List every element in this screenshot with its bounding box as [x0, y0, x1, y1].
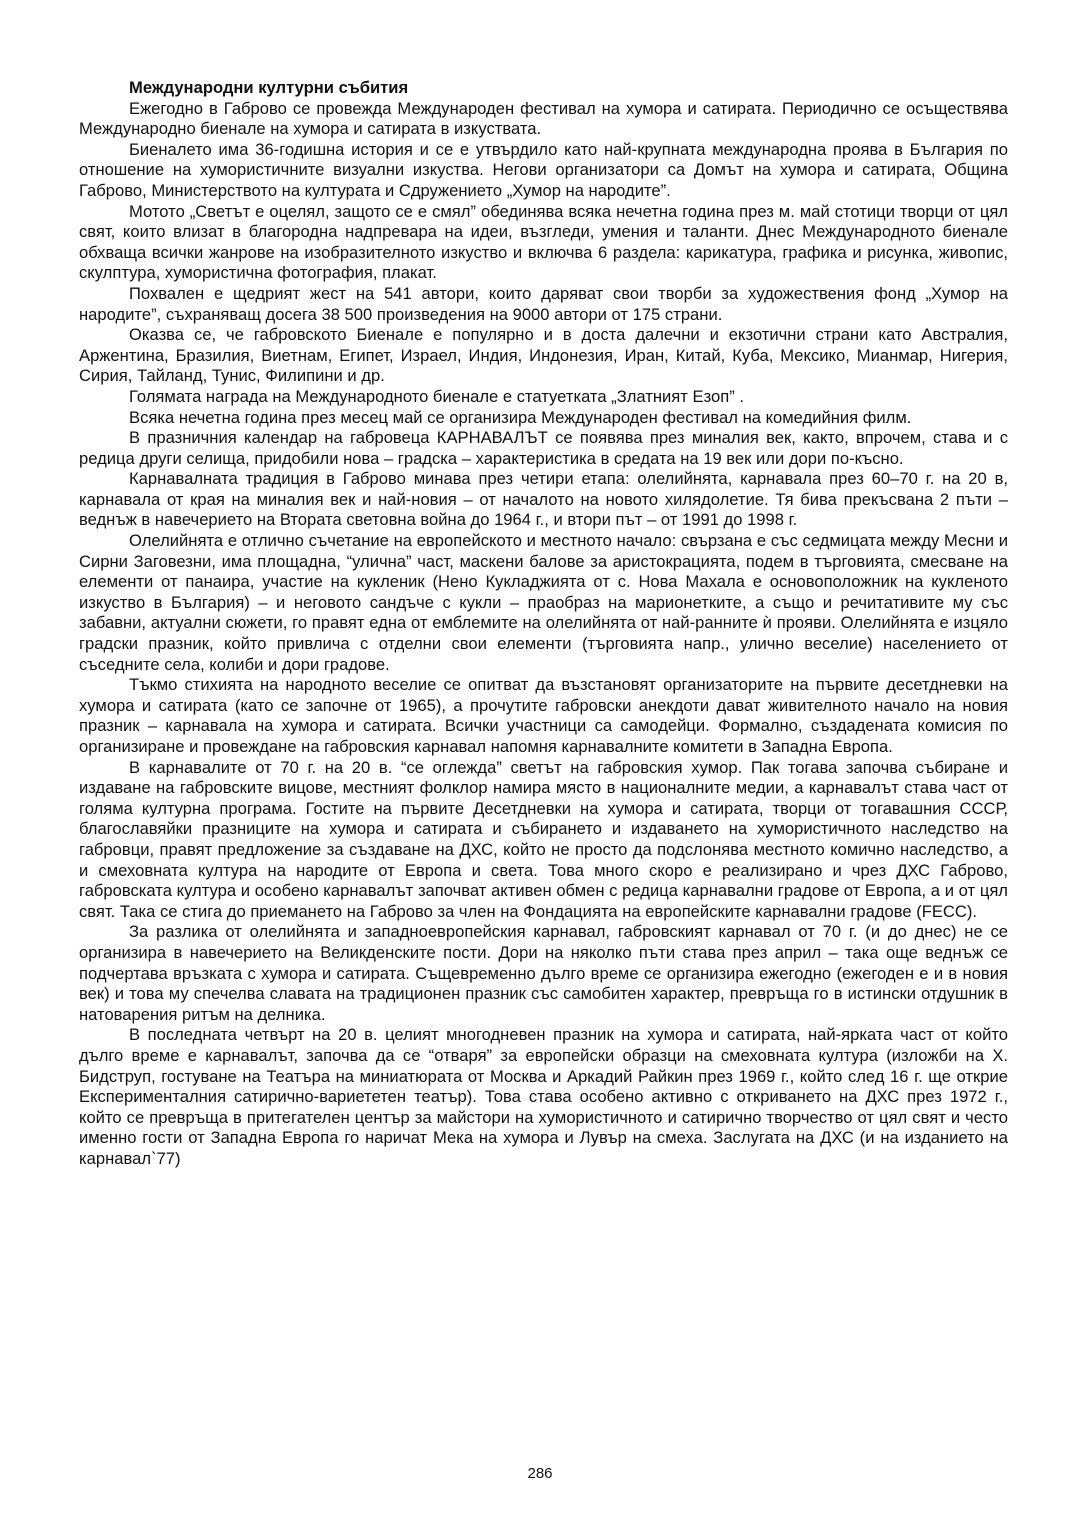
paragraph-carnival-stages: Карнавалната традиция в Габрово минава през четири етапа: олелийнята, карнавала през 60–70 г. на 20 в, карнавала от края на миналия век и най-новия – от началото на новото хилядолетие. Тя бива прекъсвана 2 пъти – веднъж в навечерието на Втората световна война до 1964 г., и втори път – от 1991 до 1998 г.	[79, 469, 1008, 530]
paragraph-folk-festivity: Тъкмо стихията на народното веселие се опитват да възстановят организаторите на първите десетдневки на хумора и сатирата (като се започне от 1965), а прочутите габровски анекдоти дават живителното начало на новия празник – карнавала на хумора и сатирата. Всички участници са самодейци. Формално, създадената комисия по организиране и провеждане на габровския карнавал напомня карнавалните комитети в Западна Европа.	[79, 675, 1008, 756]
page-number: 286	[527, 1465, 553, 1482]
paragraph-motto: Мотото „Светът е оцелял, защото се е смял” обединява всяка нечетна година през м. май стотици творци от цял свят, които влизат в благородна надпревара на идеи, възгледи, умения и таланти. Днес Международното биенале обхваща всички жанрове на изобразителното изкуство и включва 6 раздела: карикатура, графика и рисунка, живопис, скулптура, хумористична фотография, плакат.	[79, 201, 1008, 283]
paragraph-donations: Похвален е щедрият жест на 541 автори, които даряват свои творби за художествения фонд „Хумор на народите”, съхраняващ досега 38 500 произведения на 9000 автори от 175 страни.	[79, 283, 1008, 324]
paragraph-grand-prize: Голямата награда на Международното биенале е статуетката „Златният Езоп” .	[129, 386, 744, 406]
paragraph-countries: Оказва се, че габровското Биенале е популярно и в доста далечни и екзотични страни като Австралия, Аржентина, Бразилия, Виетнам, Египет, Израел, Индия, Индонезия, Иран, Китай, Куба, Мексико, Мианмар, Нигерия, Сирия, Тайланд, Тунис, Филипини и др.	[79, 325, 1008, 386]
paragraph-last-quarter: В последната четвърт на 20 в. целият многодневен празник на хумора и сатирата, най-ярката част от който дълго време е карнавалът, започва да се “отваря” за европейски образци на смеховната култура (изложби на Х. Бидструп, гостуване на Театъра на миниатюрата от Москва и Аркадий Райкин през 1969 г., който след 16 г. ще открие Експерименталния сатирично-вариететен театър). Това става особено активно с откриването на ДХС през 1972 г., който се превръща в притегателен център за майстори на хумористичното и сатирично творчество от цял свят и често именно гости от Западна Европа го наричат Мека на хумора и Лувър на смеха. Заслугата на ДХС (и на изданието на карнавал`77)	[79, 1025, 1008, 1168]
paragraph-seventies-carnivals: В карнавалите от 70 г. на 20 в. “се оглежда” светът на габровския хумор. Пак тогава започва събиране и издаване на габровските вицове, местният фолклор намира място в националните медии, а карнавалът става част от голяма културна програма. Гостите на първите Десетдневки на хумора и сатирата, творци от тогавашния СССР, благославяйки празниците на хумора и сатирата и събирането и издаването на хумористичното наследство на габровци, правят предложение за създаване на ДХС, който не просто да подслонява местното комично наследство, а и смеховната култура на народите от Европа и света. Това много скоро е реализирано и чрез ДХС Габрово, габровската култура и особено карнавалът започват активен обмен с редица карнавални градове от Европа, а и от цял свят. Така се стига до приемането на Габрово за член на Фондацията на европейските карнавални градове (FECC).	[79, 757, 1008, 921]
paragraph-biennale-history: Биеналето има 36-годишна история и се е утвърдило като най-крупната международна проява в България по отношение на хумористичните визуални изкуства. Негови организатори са Домът на хумора и сатирата, Община Габрово, Министерството на културата и Сдружението „Хумор на народите”.	[79, 139, 1008, 200]
paragraph-festival: Ежегодно в Габрово се провежда Международен фестивал на хумора и сатирата. Периодично се осъществява Международно биенале на хумора и сатирата в изкуствата.	[79, 98, 1008, 139]
paragraph-comedy-film: Всяка нечетна година през месец май се организира Международен фестивал на комедийния филм.	[129, 407, 912, 427]
document-body	[79, 78, 1008, 1169]
paragraph-carnival-intro: В празничния календар на габровеца КАРНАВАЛЪТ се появява през миналия век, както, впрочем, става и с редица други селища, придобили нова – градска – характеристика в средата на 19 век или дори по-късно.	[79, 428, 1008, 468]
paragraph-olelijnyata: Олелийнята е отлично съчетание на европейското и местното начало: свързана е със седмицата между Месни и Сирни Заговезни, има площадна, “улична” част, маскени балове за аристокрацията, подем в търговията, смесване на елементи от панаира, участие на кукленик (Нено Кукладжията от с. Нова Махала е основоположник на кукленото изкуство в България) – и неговото сандъче с кукли – праобраз на марионетките, а също и речитативите му със забавни, актуални сюжети, го правят една от емблемите на олелийнята от най-ранните ѝ прояви. Олелийнята е изцяло градски празник, който привлича с отделни свои елементи (търговията напр., улично веселие) населението от съседните села, колиби и дори градове.	[79, 531, 1008, 674]
paragraph-differences: За разлика от олелийнята и западноевропейския карнавал, габровският карнавал от 70 г. (и до днес) не се организира в навечерието на Великденските пости. Дори на няколко пъти става през април – така още веднъж се подчертава връзката с хумора и сатирата. Същевременно дълго време се организира ежегодно (ежегоден е и в новия век) и това му спечелва славата на традиционен празник със самобитен характер, превръща го в истински отдушник в натоварения ритъм на делника.	[79, 922, 1008, 1024]
section-heading: Международни културни събития	[129, 78, 409, 97]
